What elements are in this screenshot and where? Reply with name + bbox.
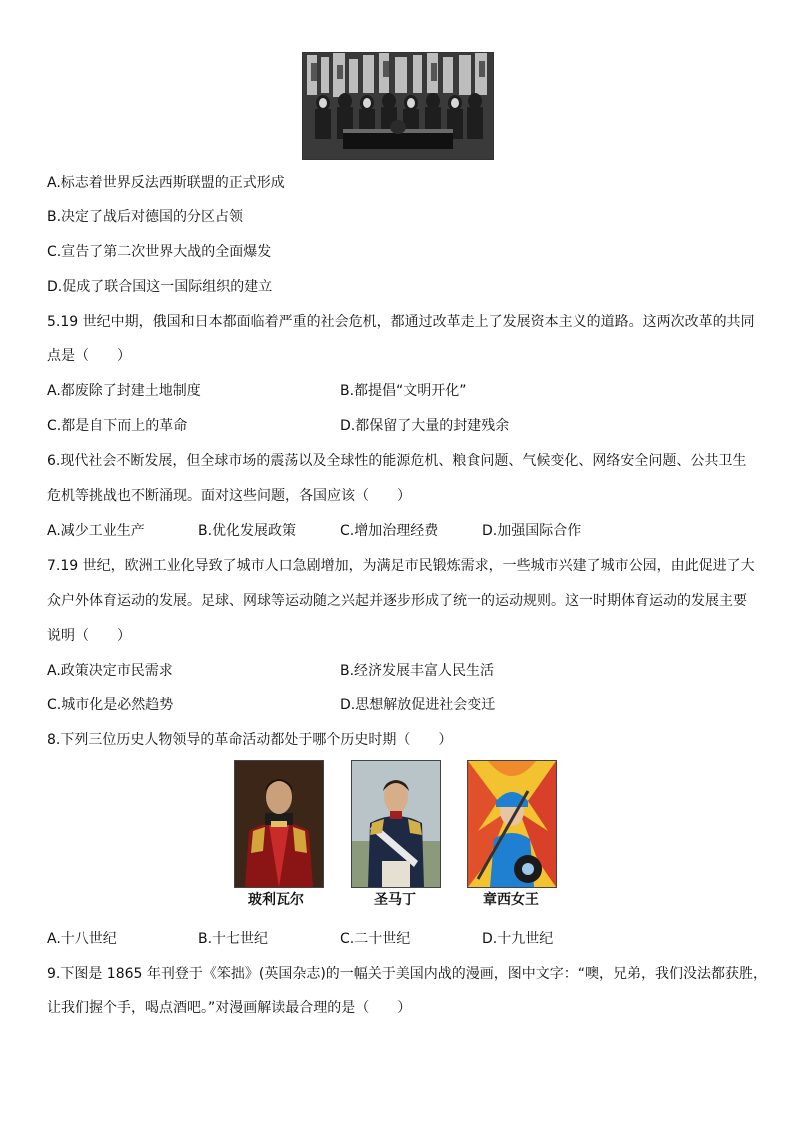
q7-option-a: A.政策决定市民需求	[47, 663, 173, 679]
q8-stem: 8.下列三位历史人物领导的革命活动都处于哪个历史时期（ ）	[47, 732, 453, 748]
q9-stem-line2: 让我们握个手，喝点酒吧。”对漫画解读最合理的是（ ）	[47, 1000, 412, 1016]
san-martin-portrait	[351, 760, 441, 888]
caption-rani-of-jhansi: 章西女王	[483, 892, 539, 908]
q7-option-b: B.经济发展丰富人民生活	[340, 663, 495, 679]
q7-option-d: D.思想解放促进社会变迁	[340, 697, 496, 713]
caption-san-martin: 圣马丁	[374, 892, 416, 908]
q6-option-b: B.优化发展政策	[198, 523, 297, 539]
q4-option-a: A.标志着世界反法西斯联盟的正式形成	[47, 175, 285, 191]
bolivar-portrait	[234, 760, 324, 888]
q9-stem-line1: 9.下图是 1865 年刊登于《笨拙》(英国杂志)的一幅关于美国内战的漫画，图中文字：“噢，兄弟，我们没法都获胜，	[47, 966, 768, 982]
q8-option-d: D.十九世纪	[482, 931, 554, 947]
q7-stem-line2: 众户外体育运动的发展。足球、网球等运动随之兴起并逐步形成了统一的运动规则。这一时期体育运动的发展主要	[47, 593, 747, 609]
signing-ceremony-photo	[302, 52, 494, 160]
q4-option-c: C.宣告了第二次世界大战的全面爆发	[47, 244, 272, 260]
q4-option-b: B.决定了战后对德国的分区占领	[47, 209, 244, 225]
rani-of-jhansi-portrait	[467, 760, 557, 888]
q5-stem-line1: 5.19 世纪中期，俄国和日本都面临着严重的社会危机，都通过改革走上了发展资本主义的道路。这两次改革的共同	[47, 314, 755, 330]
q4-option-d: D.促成了联合国这一国际组织的建立	[47, 279, 273, 295]
q6-option-c: C.增加治理经费	[340, 523, 439, 539]
q6-option-a: A.减少工业生产	[47, 523, 145, 539]
q6-stem-line1: 6.现代社会不断发展，但全球市场的震荡以及全球性的能源危机、粮食问题、气候变化、网络安全问题、公共卫生	[47, 453, 747, 469]
q6-option-d: D.加强国际合作	[482, 523, 582, 539]
q5-option-b: B.都提倡“文明开化”	[340, 383, 467, 399]
q5-option-a: A.都废除了封建土地制度	[47, 383, 201, 399]
q7-stem-line1: 7.19 世纪，欧洲工业化导致了城市人口急剧增加，为满足市民锻炼需求，一些城市兴建了城市公园，由此促进了大	[47, 558, 755, 574]
q6-stem-line2: 危机等挑战也不断涌现。面对这些问题，各国应该（ ）	[47, 488, 411, 504]
q7-option-c: C.城市化是必然趋势	[47, 697, 174, 713]
q8-option-a: A.十八世纪	[47, 931, 117, 947]
q5-option-c: C.都是自下而上的革命	[47, 418, 188, 434]
caption-bolivar: 玻利瓦尔	[248, 892, 304, 908]
q8-option-c: C.二十世纪	[340, 931, 411, 947]
q7-stem-line3: 说明（ ）	[47, 628, 131, 644]
q8-option-b: B.十七世纪	[198, 931, 269, 947]
q5-stem-line2: 点是（ ）	[47, 348, 131, 364]
q5-option-d: D.都保留了大量的封建残余	[340, 418, 510, 434]
